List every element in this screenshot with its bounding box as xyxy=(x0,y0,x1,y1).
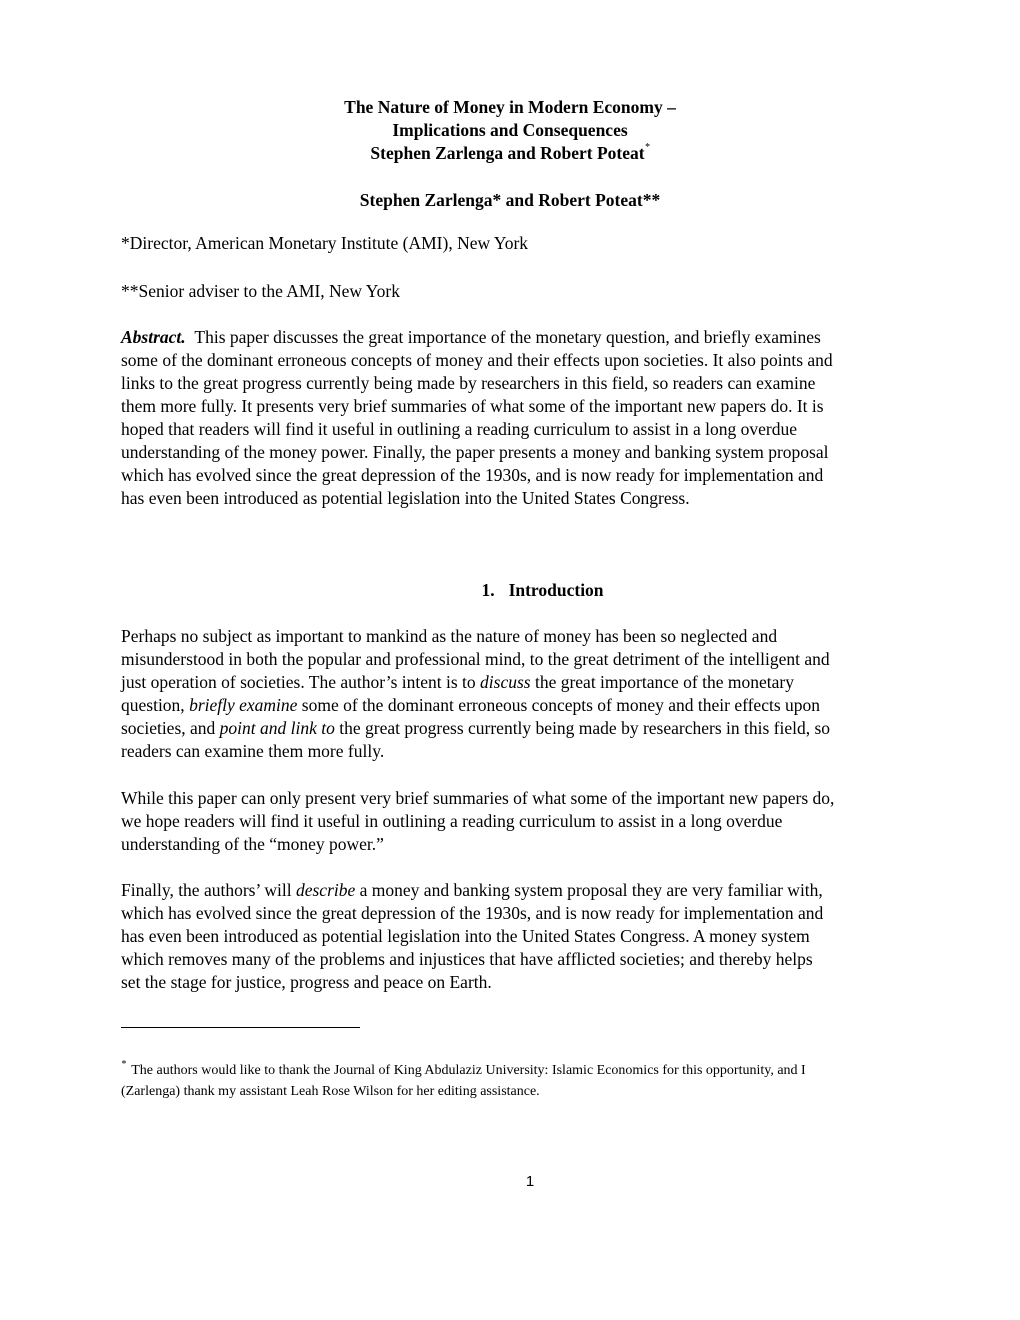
paper-title xyxy=(0,96,1020,165)
abstract-line: which has evolved since the great depression of the 1930s, and is now ready for implementation and xyxy=(121,465,824,485)
paragraph-3: Finally, the authors’ will describe a money and banking system proposal they are very familiar with, which has evolved since the great depression of the 1930s, and is now ready for implementation and has even been introduced as potential legislation into the United States Congress. A money system which removes many of the problems and injustices that have afflicted societies; and thereby helps set the stage for justice, progress and peace on Earth. xyxy=(121,880,824,992)
footnote-marker: * xyxy=(121,1059,126,1070)
abstract-label: Abstract. xyxy=(121,327,186,347)
abstract-line: them more fully. It presents very brief summaries of what some of the important new papers do. It is xyxy=(121,396,824,416)
section-number: 1. xyxy=(481,580,495,600)
title-authors: Stephen Zarlenga and Robert Poteat xyxy=(370,143,645,163)
abstract-line: links to the great progress currently being made by researchers in this field, so readers can examine xyxy=(121,373,816,393)
affiliation-2: **Senior adviser to the AMI, New York xyxy=(121,281,401,301)
title-line-1: The Nature of Money in Modern Economy – xyxy=(344,97,676,117)
title-line-3 xyxy=(0,142,1020,165)
abstract-line: Abstract. This paper discusses the great importance of the monetary question, and briefly examines xyxy=(121,327,821,347)
section-title: Introduction xyxy=(508,580,604,600)
abstract-line: has even been introduced as potential legislation into the United States Congress. xyxy=(121,488,690,508)
abstract-line: understanding of the money power. Finally, the paper presents a money and banking system proposal xyxy=(121,442,829,462)
title-line-2: Implications and Consequences xyxy=(392,120,628,140)
paragraph-2: While this paper can only present very brief summaries of what some of the important new papers do, we hope readers will find it useful in outlining a reading curriculum to assist in a long overdue understanding of the “money power.” xyxy=(121,788,835,854)
paragraph-1: Perhaps no subject as important to mankind as the nature of money has been so neglected and misunderstood in both the popular and professional mind, to the great detriment of the intelligent and just operation of societies. The author’s intent is to discuss the great importance of the monetary question, briefly examine some of the dominant erroneous concepts of money and their effects upon societies, and point and link to the great progress currently being made by researchers in this field, so readers can examine them more fully. xyxy=(121,626,831,761)
abstract-line: hoped that readers will find it useful in outlining a reading curriculum to assist in a long overdue xyxy=(121,419,798,439)
footnote-separator xyxy=(121,1027,360,1028)
affiliation-1: *Director, American Monetary Institute (AMI), New York xyxy=(121,233,529,253)
title-footnote-marker: * xyxy=(644,142,650,153)
section-heading xyxy=(0,579,1020,602)
abstract-line: some of the dominant erroneous concepts of money and their effects upon societies. It also points and xyxy=(121,350,833,370)
page-number: 1 xyxy=(525,1173,535,1190)
author-line: Stephen Zarlenga* and Robert Poteat** xyxy=(359,190,661,210)
footnote: * The authors would like to thank the Journal of King Abdulaziz University: Islamic Economics for this opportunity, and I (Zarlenga) thank my assistant Leah Rose Wilson for her editing assistance. xyxy=(121,1059,806,1099)
abstract xyxy=(121,326,939,510)
